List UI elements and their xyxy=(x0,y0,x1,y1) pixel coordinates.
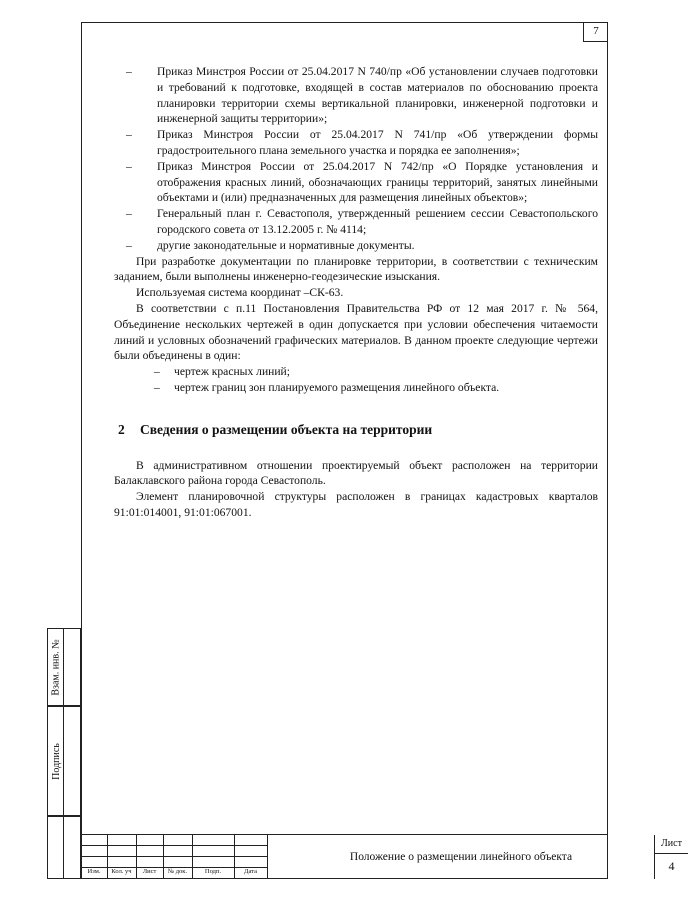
section-title: Сведения о размещении объекта на территории xyxy=(140,421,433,437)
side-label-vzam: Взам. инв. № xyxy=(50,638,62,696)
title-block-grid xyxy=(81,835,267,879)
list-item: – Приказ Минстроя России от 25.04.2017 N 740/пр «Об установлении случаев подготовки и требований к подготовке, входящей в состав материалов по обоснованию проекта планировки территории схемы вертикальной планировки, инженерной подготовки и инженерной защиты территории»; xyxy=(126,65,598,126)
list-item: – Приказ Минстроя России от 25.04.2017 N 742/пр «О Порядке установления и отображения красных линий, обозначающих границы территорий, занятых линейными объектами и (или) предназначенных для размещения линейных объектов»; xyxy=(126,159,598,205)
list-item: – другие законодательные и нормативные документы. xyxy=(126,238,415,252)
paragraph-admin: В административном отношении проектируемый объект расположен на территории Балаклавского района города Севастополь. xyxy=(114,458,598,488)
sheet-caption: Лист xyxy=(655,835,688,854)
document-title: Положение о размещении линейного объекта xyxy=(267,835,654,879)
list-item: – Приказ Минстроя России от 25.04.2017 N 741/пр «Об утверждении формы градостроительного плана земельного участка и порядка ее заполнения»; xyxy=(126,128,598,157)
caption-list: Лист xyxy=(142,868,157,875)
sub-list-item: – чертеж границ зон планируемого размещения линейного объекта. xyxy=(154,380,500,394)
caption-kol-uch: Кол. уч xyxy=(111,868,132,875)
caption-data: Дата xyxy=(244,868,257,875)
list-item: – Генеральный план г. Севастополя, утвержденный решением сессии Севастопольского городского совета от 13.12.2005 г. № 4114; xyxy=(126,207,598,236)
paragraph-coordinates: Используемая система координат –СК-63. xyxy=(136,286,344,300)
page-number-top: 7 xyxy=(583,22,608,42)
paragraph-cadastral: Элемент планировочной структуры расположен в границах кадастровых кварталов 91:01:014001, 91:01:067001. xyxy=(114,490,598,519)
section-heading xyxy=(114,422,598,438)
sheet-value: 4 xyxy=(668,859,675,873)
title-block xyxy=(81,834,682,879)
caption-izm: Изм. xyxy=(87,868,101,875)
side-label-podpis: Подпись xyxy=(50,742,62,780)
sheet-box xyxy=(654,835,688,879)
document-body xyxy=(114,64,598,521)
sub-list-item: – чертеж красных линий; xyxy=(154,365,290,379)
side-stamp-vzam xyxy=(47,628,81,706)
caption-no-dok: № док. xyxy=(167,868,188,875)
paragraph-survey: При разработке документации по планировке территории, в соответствии с техническим заданием, были выполнены инженерно-геодезические изыскания. xyxy=(114,254,598,284)
section-number: 2 xyxy=(118,421,125,437)
side-stamp-inv xyxy=(47,816,81,879)
caption-podp: Подп. xyxy=(204,868,222,875)
paragraph-merge: В соответствии с п.11 Постановления Правительства РФ от 12 мая 2017 г. № 564, Объединение нескольких чертежей в один допускается при условии обеспечения читаемости линий и условных обозначений графических материалов. В данном проекте следующие чертежи были объединены в один: xyxy=(114,301,598,363)
side-stamp-podpis xyxy=(47,706,81,816)
